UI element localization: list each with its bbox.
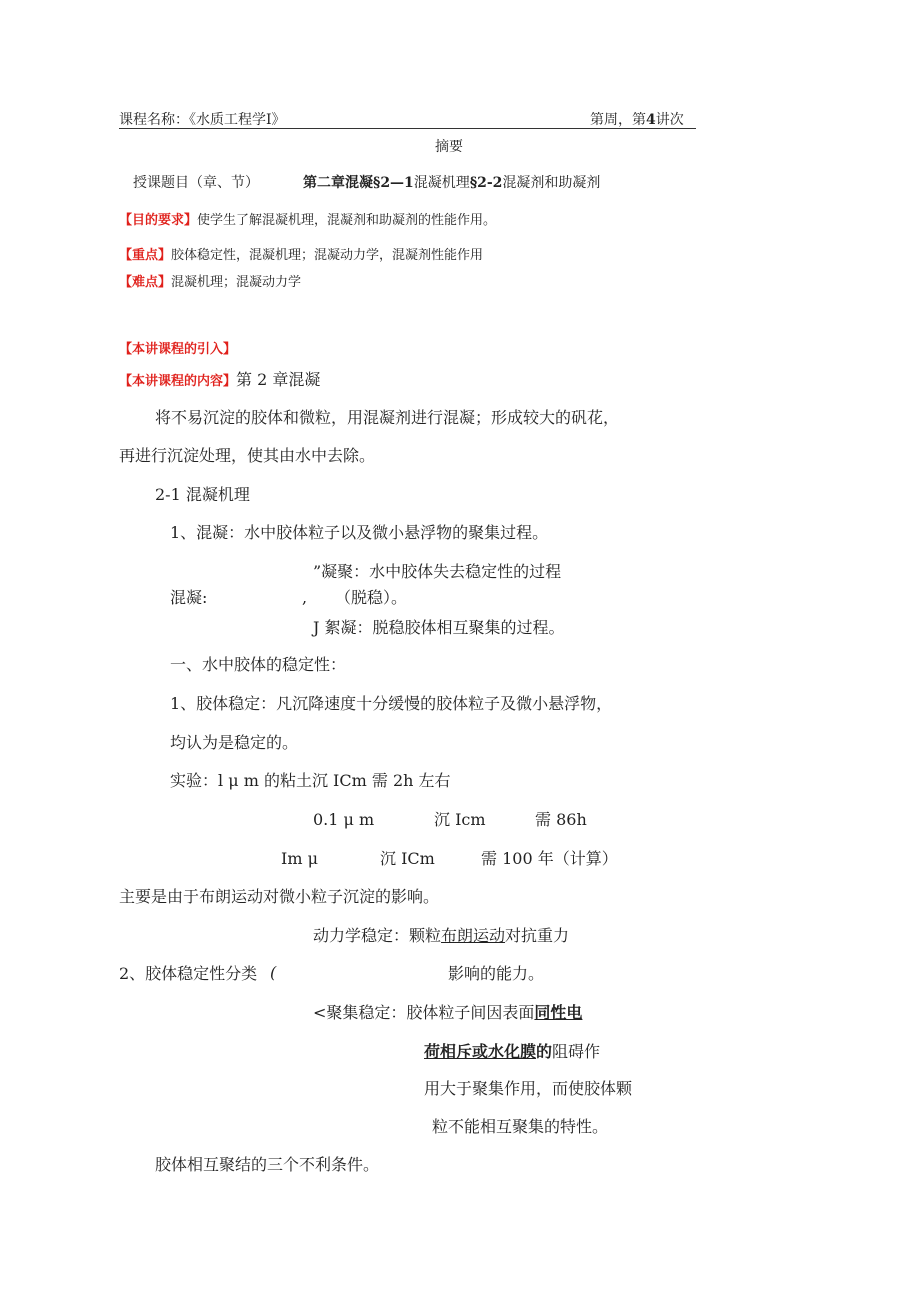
- difficulty-text: 混凝机理；混凝动力学: [171, 275, 302, 290]
- topic-label: 授课题目（章、节）: [133, 175, 259, 191]
- stability-definition-line-2: 均认为是稳定的。: [170, 733, 299, 752]
- goal-text: 使学生了解混凝机理，混凝剂和助凝剂的性能作用。: [197, 213, 497, 228]
- aggregation-stability-line-3: 用大于聚集作用，而使胶体颗: [424, 1079, 633, 1098]
- same-charge-term-part-1: 同性电: [534, 1003, 583, 1022]
- brownian-motion-term: 布朗运动: [441, 926, 506, 945]
- aggregation-stability-label: <聚集稳定：胶体粒子间因表面: [313, 1003, 535, 1022]
- difficulty-tag: 【难点】: [119, 275, 172, 290]
- intro-tag: 【本讲课程的引入】: [119, 342, 237, 357]
- paragraph-1-line-1: 将不易沉淀的胶体和微粒，用混凝剂进行混凝；形成较大的矾花，: [155, 408, 620, 427]
- topic-chapter: 第二章混凝§2—1: [303, 175, 414, 191]
- header-rule: [119, 128, 696, 129]
- kinetic-stability-continuation: 影响的能力。: [448, 964, 545, 983]
- experiment-row-3-time: 需 100 年（计算）: [481, 849, 618, 868]
- experiment-row-2-time: 需 86h: [535, 810, 587, 829]
- content-text: 第 2 章混凝: [236, 370, 321, 389]
- experiment-row-3-size: Im μ: [281, 849, 318, 868]
- paragraph-1-line-2: 再进行沉淀处理，使其由水中去除。: [119, 446, 376, 465]
- kinetic-stability-line: [313, 928, 569, 944]
- topic-title: [303, 176, 600, 190]
- coagulation-branch-a: ”凝聚：水中胶体失去稳定性的过程: [313, 562, 562, 581]
- aggregation-stability-line-2: [424, 1044, 600, 1060]
- key-tag: 【重点】: [119, 248, 172, 263]
- coagulation-comma: ,: [302, 588, 308, 607]
- aggregation-stability-line-4: 粒不能相互聚集的特性。: [432, 1117, 609, 1136]
- topic-section2-num: §2-2: [469, 175, 503, 191]
- experiment-row-2-depth: 沉 Icm: [434, 810, 486, 829]
- experiment-line-1: 实验：l μ m 的粘土沉 ICm 需 2h 左右: [170, 771, 451, 790]
- experiment-row-3-depth: 沉 ICm: [380, 849, 435, 868]
- kinetic-stability-tail: 对抗重力: [505, 926, 570, 945]
- key-text: 胶体稳定性，混凝机理；混凝动力学，混凝剂性能作用: [171, 248, 484, 263]
- coagulation-label: 混凝:: [170, 588, 208, 607]
- classification-label: 2、胶体稳定性分类: [119, 964, 258, 983]
- classification-brace: (: [270, 963, 277, 982]
- section-2-1-heading: 2-1 混凝机理: [155, 485, 250, 504]
- kinetic-stability-label: 动力学稳定：颗粒: [313, 926, 442, 945]
- goal-tag: 【目的要求】: [119, 213, 198, 228]
- coagulation-branch-b: J 絮凝：脱稳胶体相互聚集的过程。: [313, 618, 565, 637]
- topic-section1: 混凝机理: [413, 175, 470, 191]
- content-line: [119, 372, 320, 388]
- intro-line: [119, 343, 236, 356]
- main-cause: 主要是由于布朗运动对微小粒子沉淀的影响。: [119, 887, 440, 906]
- lecture-suffix: 讲次: [655, 112, 684, 128]
- week-lecture: [590, 113, 684, 127]
- coagulation-definition: 1、混凝：水中胶体粒子以及微小悬浮物的聚集过程。: [170, 523, 549, 542]
- course-name: 课程名称：《水质工程学Ⅰ》: [119, 112, 286, 128]
- topic-section2: 混凝剂和助凝剂: [502, 175, 601, 191]
- lecture-number: 4: [646, 112, 656, 128]
- same-charge-term-part-2: 荷相斥或水化膜: [424, 1042, 537, 1061]
- content-tag: 【本讲课程的内容】: [119, 374, 237, 389]
- coagulation-branch-a-note: （脱稳）。: [335, 588, 408, 607]
- stability-definition-line-1: 1、胶体稳定：凡沉降速度十分缓慢的胶体粒子及微小悬浮物，: [170, 694, 613, 713]
- unfavorable-conditions: 胶体相互聚结的三个不利条件。: [155, 1155, 380, 1174]
- aggregation-particle: 的: [536, 1042, 553, 1061]
- week-label: 第周，第: [590, 112, 646, 128]
- aggregation-stability-text-2: 阻碍作: [552, 1042, 601, 1061]
- key-line: [119, 249, 483, 262]
- goal-line: [119, 214, 496, 227]
- summary-heading: 摘要: [435, 139, 463, 155]
- experiment-row-2-size: 0.1 μ m: [313, 810, 375, 829]
- difficulty-line: [119, 276, 301, 289]
- aggregation-stability-line-1: [313, 1005, 582, 1021]
- stability-heading: 一、水中胶体的稳定性：: [170, 655, 347, 674]
